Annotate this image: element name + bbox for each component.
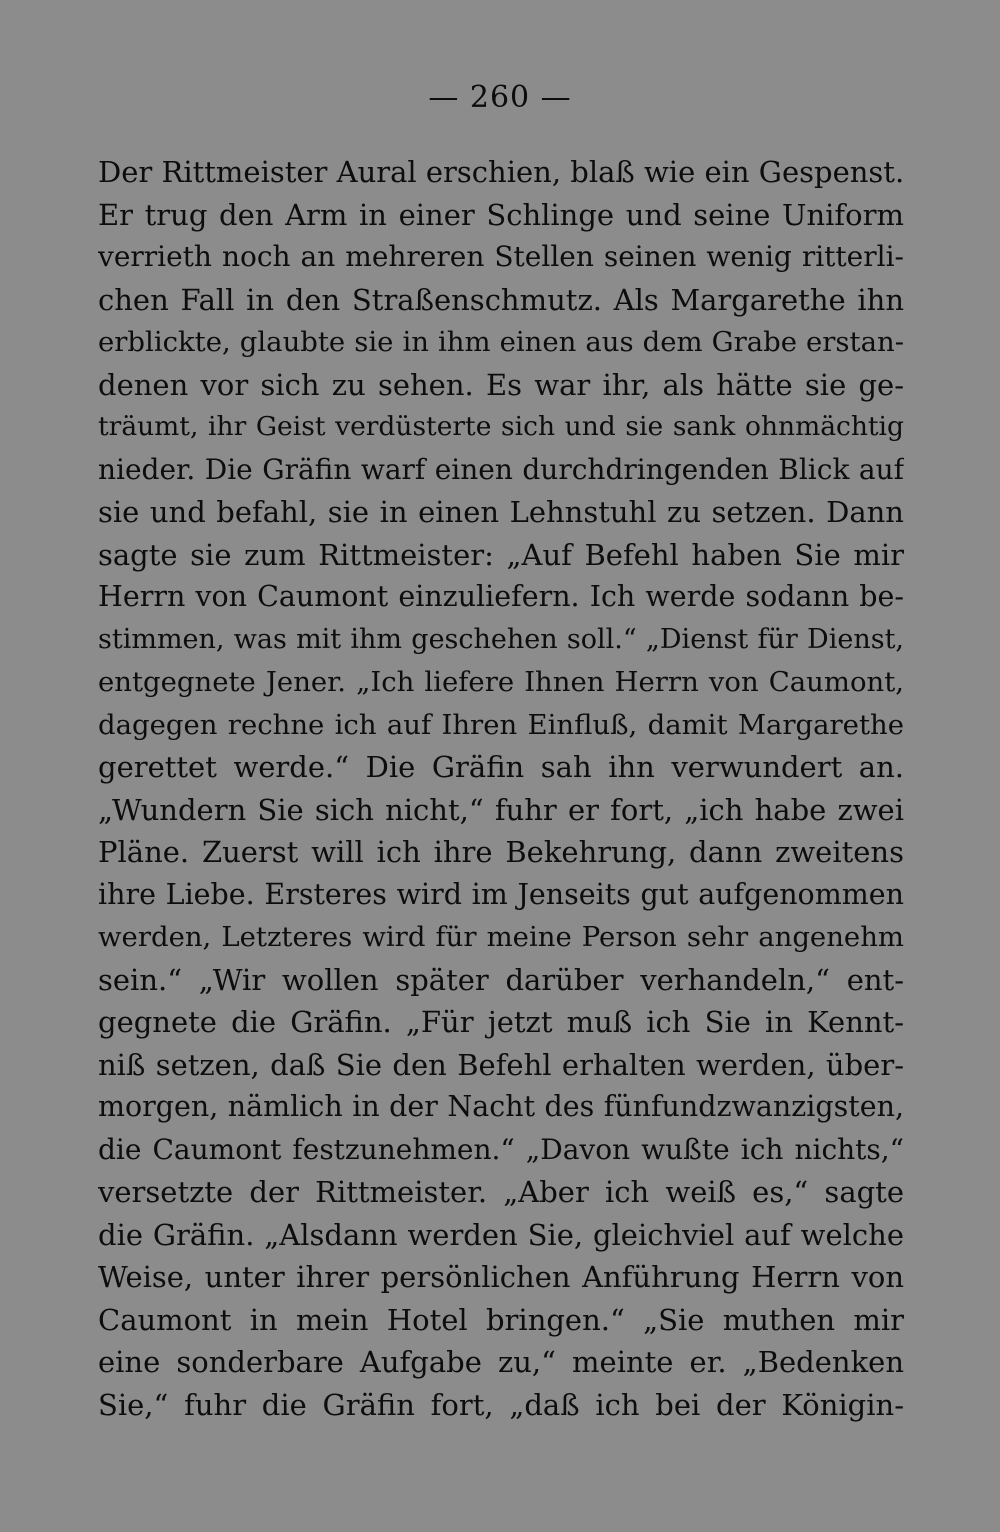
text-line: eine sonderbare Aufgabe zu,“ meinte er. „Bedenken (98, 1345, 904, 1379)
text-line: sagte sie zum Rittmeister: „Auf Befehl haben Sie mir (98, 537, 904, 572)
text-line: Pläne. Zuerst will ich ihre Bekehrung, dann zweitens (98, 835, 904, 869)
page-number: — 260 — (428, 80, 572, 115)
text-line: Weise, unter ihrer persönlichen Anführung Herrn von (98, 1260, 904, 1294)
text-line: chen Fall in den Straßenschmutz. Als Margarethe ihn (98, 282, 904, 317)
text-line: niß setzen, daß Sie den Befehl erhalten werden, über- (98, 1047, 904, 1082)
text-line: gerettet werde.“ Die Gräfin sah ihn verwundert an. (98, 750, 904, 784)
text-line: entgegnete Jener. „Ich liefere Ihnen Herrn von Caumont, (98, 666, 904, 698)
text-line: Caumont in mein Hotel bringen.“ „Sie muthen mir (98, 1302, 904, 1337)
text-line: gegnete die Gräfin. „Für jetzt muß ich Sie in Kennt- (98, 1005, 904, 1039)
body-text (98, 151, 904, 1426)
text-line: Der Rittmeister Aural erschien, blaß wie ein Gespenst. (98, 155, 904, 189)
text-line: stimmen, was mit ihm geschehen soll.“ „Dienst für Dienst, (98, 623, 904, 655)
text-line: die Gräfin. „Alsdann werden Sie, gleichviel auf welche (98, 1217, 904, 1252)
text-line: morgen, nämlich in der Nacht des fünfundzwanzigsten, (98, 1090, 904, 1123)
text-line: Herrn von Caumont einzuliefern. Ich werde sodann be- (98, 580, 904, 613)
text-line: denen vor sich zu sehen. Es war ihr, als hätte sie ge- (98, 367, 904, 402)
text-line: träumt, ihr Geist verdüsterte sich und sie sank ohnmächtig (98, 411, 904, 442)
text-line: ihre Liebe. Ersteres wird im Jenseits gut aufgenommen (98, 877, 904, 911)
text-line: Sie,“ fuhr die Gräfin fort, „daß ich bei der Königin- (98, 1387, 904, 1422)
text-line: versetzte der Rittmeister. „Aber ich weiß es,“ sagte (98, 1175, 904, 1209)
text-line: dagegen rechne ich auf Ihren Einfluß, damit Margarethe (98, 708, 904, 741)
text-line: „Wundern Sie sich nicht,“ fuhr er fort, „ich habe zwei (98, 792, 904, 827)
text-line: sie und befahl, sie in einen Lehnstuhl zu setzen. Dann (98, 495, 904, 529)
text-line: sein.“ „Wir wollen später darüber verhandeln,“ ent- (98, 962, 904, 997)
text-line: nieder. Die Gräfin warf einen durchdringenden Blick auf (98, 452, 904, 486)
text-line: werden, Letzteres wird für meine Person sehr angenehm (98, 921, 904, 953)
text-line: Er trug den Arm in einer Schlinge und seine Uniform (98, 197, 904, 232)
text-line: erblickte, glaubte sie in ihm einen aus dem Grabe erstan- (98, 326, 904, 358)
text-line: die Caumont festzunehmen.“ „Davon wußte ich nichts,“ (98, 1132, 904, 1166)
text-line: verrieth noch an mehreren Stellen seinen wenig ritterli- (98, 240, 904, 273)
